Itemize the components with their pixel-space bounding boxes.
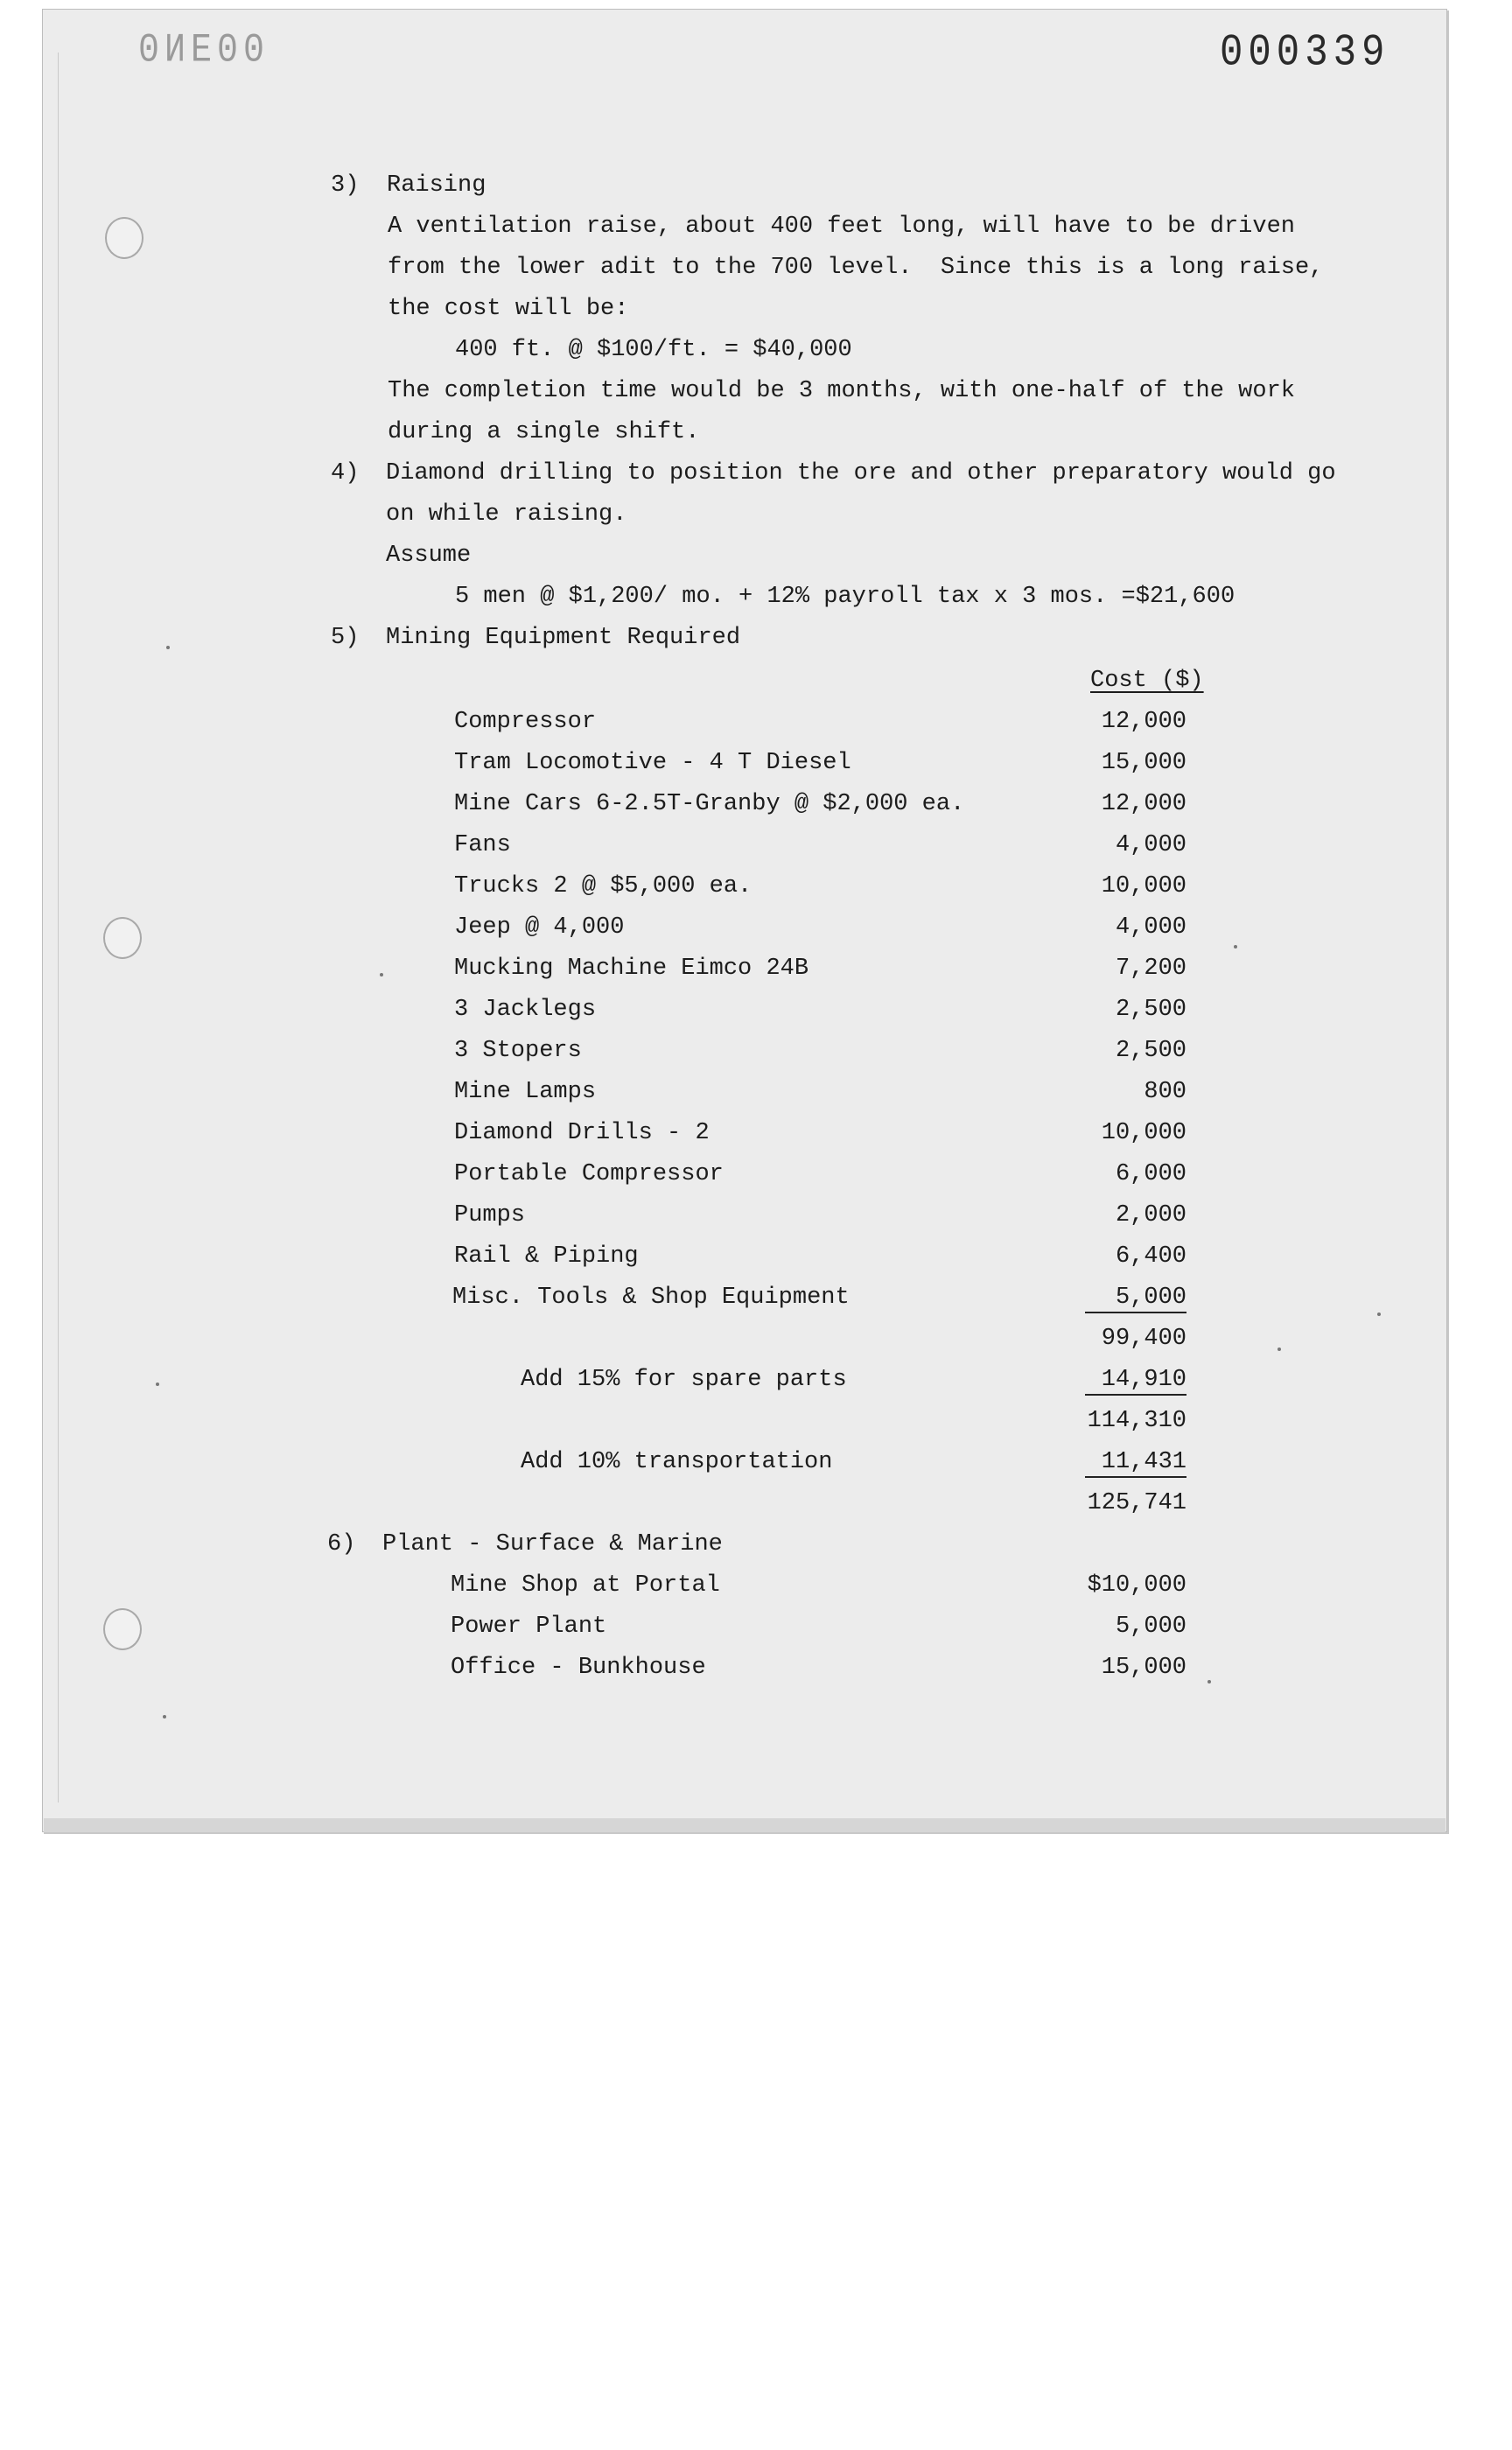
equipment-subtotal-2: 114,310 (1087, 1408, 1186, 1434)
punch-hole-middle (103, 917, 142, 959)
equipment-item-cost: 2,500 (1115, 997, 1186, 1023)
equipment-item-name: 3 Jacklegs (454, 997, 597, 1023)
equipment-item-cost: 15,000 (1101, 750, 1186, 776)
equipment-item-cost: 4,000 (1115, 832, 1186, 858)
raising-line-3: the cost will be: (388, 296, 629, 322)
plant-item-cost: 15,000 (1101, 1655, 1186, 1681)
subtotal-rule (1085, 1312, 1186, 1313)
section-4-number: 4) (331, 460, 360, 486)
plant-item-name: Office - Bunkhouse (451, 1655, 706, 1681)
equipment-item-cost: 12,000 (1101, 791, 1186, 817)
equipment-item-cost: 12,000 (1101, 709, 1186, 735)
transportation-rule (1085, 1476, 1186, 1478)
section-6-number: 6) (327, 1531, 356, 1558)
equipment-item-cost: 2,500 (1115, 1038, 1186, 1064)
equipment-item-name: Diamond Drills - 2 (454, 1120, 710, 1146)
equipment-item-cost: 7,200 (1115, 956, 1186, 982)
section-3-heading: Raising (387, 172, 486, 199)
equipment-item-name: Jeep @ 4,000 (454, 914, 625, 941)
cost-column-header: Cost ($) (1090, 668, 1204, 694)
equipment-item-name: Trucks 2 @ $5,000 ea. (454, 873, 752, 900)
equipment-total: 125,741 (1087, 1490, 1186, 1516)
section-3-number: 3) (331, 172, 360, 199)
equipment-item-name: 3 Stopers (454, 1038, 582, 1064)
spare-parts-value: 14,910 (1101, 1367, 1186, 1393)
equipment-item-name: Pumps (454, 1202, 526, 1228)
faded-stamp-number: 0ИЕ00 (138, 28, 270, 74)
equipment-item-cost: 800 (1144, 1079, 1186, 1105)
scan-speck (1377, 1312, 1381, 1316)
equipment-item-name: Fans (454, 832, 511, 858)
section-6-heading: Plant - Surface & Marine (382, 1531, 723, 1558)
equipment-item-name: Portable Compressor (454, 1161, 724, 1187)
equipment-item-cost: 2,000 (1115, 1202, 1186, 1228)
section-5-number: 5) (331, 625, 360, 651)
equipment-item-cost: 10,000 (1101, 873, 1186, 900)
drilling-line-2: on while raising. (386, 501, 627, 528)
punch-hole-top (105, 217, 144, 259)
transportation-value: 11,431 (1101, 1449, 1186, 1475)
equipment-item-cost: 10,000 (1101, 1120, 1186, 1146)
raising-cost-calc: 400 ft. @ $100/ft. = $40,000 (455, 337, 852, 363)
equipment-item-name: Misc. Tools & Shop Equipment (452, 1284, 850, 1311)
spare-parts-rule (1085, 1394, 1186, 1396)
plant-item-name: Mine Shop at Portal (451, 1572, 720, 1599)
section-5-heading: Mining Equipment Required (386, 625, 741, 651)
scan-speck (156, 1382, 159, 1386)
equipment-item-name: Mine Cars 6-2.5T-Granby @ $2,000 ea. (454, 791, 965, 817)
scan-speck (166, 646, 170, 649)
drilling-line-1: Diamond drilling to position the ore and other preparatory would go (386, 460, 1336, 486)
equipment-item-name: Mine Lamps (454, 1079, 597, 1105)
drilling-cost-calc: 5 men @ $1,200/ mo. + 12% payroll tax x 3 mos. =$21,600 (455, 584, 1236, 610)
scan-speck (1278, 1348, 1281, 1351)
scan-speck (1234, 945, 1237, 948)
equipment-item-cost: 6,400 (1115, 1243, 1186, 1270)
page-stamp-number: 000339 (1220, 28, 1390, 79)
punch-hole-bottom (103, 1608, 142, 1650)
equipment-subtotal: 99,400 (1101, 1326, 1186, 1352)
scan-speck (1208, 1680, 1211, 1684)
equipment-item-name: Compressor (454, 709, 597, 735)
raising-line-1: A ventilation raise, about 400 feet long, will have to be driven (388, 214, 1295, 240)
scan-speck (380, 973, 383, 976)
plant-item-cost: $10,000 (1087, 1572, 1186, 1599)
spare-parts-label: Add 15% for spare parts (521, 1367, 847, 1393)
transportation-label: Add 10% transportation (521, 1449, 833, 1475)
drilling-assume: Assume (386, 542, 472, 569)
equipment-item-name: Tram Locomotive - 4 T Diesel (454, 750, 851, 776)
raising-line-4: The completion time would be 3 months, with one-half of the work (388, 378, 1295, 404)
page-edge (58, 52, 59, 1802)
equipment-item-name: Mucking Machine Eimco 24B (454, 956, 809, 982)
scan-speck (163, 1715, 166, 1718)
equipment-item-cost: 4,000 (1115, 914, 1186, 941)
plant-item-cost: 5,000 (1115, 1614, 1186, 1640)
document-page (42, 9, 1447, 1832)
equipment-item-cost: 6,000 (1115, 1161, 1186, 1187)
equipment-item-name: Rail & Piping (454, 1243, 639, 1270)
page-bottom-edge (44, 1818, 1446, 1832)
plant-item-name: Power Plant (451, 1614, 607, 1640)
raising-line-5: during a single shift. (388, 419, 700, 445)
equipment-item-cost: 5,000 (1115, 1284, 1186, 1311)
raising-line-2: from the lower adit to the 700 level. Since this is a long raise, (388, 255, 1324, 281)
